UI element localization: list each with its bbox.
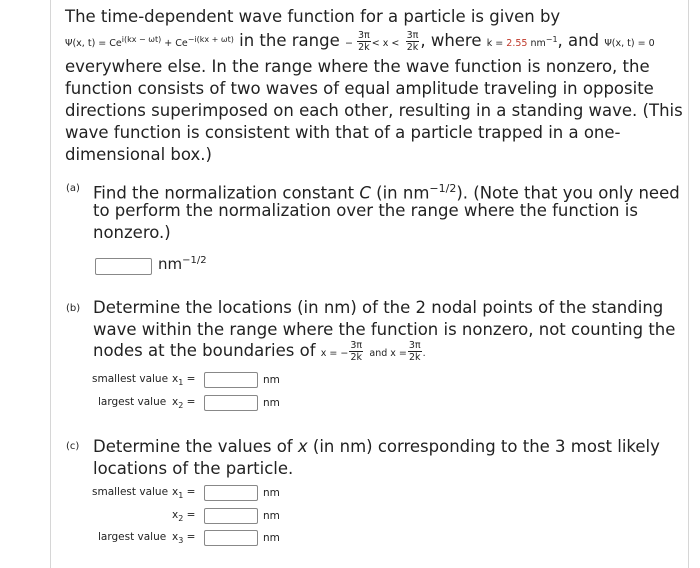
boundary-fraction-left: $\frac{3\pi}{2k}$ — [350, 340, 363, 363]
part-b-line-1: Determine the locations (in nm) of the 2 nodal points of the standing — [93, 298, 664, 317]
part-c-x3-unit: nm — [263, 532, 280, 544]
part-c-x1-input[interactable] — [204, 485, 258, 501]
part-b-x1-var: $x_1$ = — [172, 373, 196, 388]
intro-line-7: dimensional box.) — [65, 145, 212, 164]
part-c-x3-var: $x_3$ = — [172, 531, 196, 546]
intro-equation-line: Ψ(x, $t) = Ce^{i(kx - \omega t)} + Ce^{-i(kx + \omega t)}$ in the range − $\frac{3\pi}{2k}$ < x < $\frac{3\pi}{2k}$ , where k = 2.55 $nm^{-1}$, and Ψ(x, t) = 0 — [65, 30, 655, 54]
part-b-x1-unit: nm — [263, 374, 280, 386]
part-c-x2-var: $x_2$ = — [172, 509, 196, 524]
part-b-x2-unit: nm — [263, 397, 280, 409]
part-b-x2-input[interactable] — [204, 395, 258, 411]
part-c-x1-unit: nm — [263, 487, 280, 499]
intro-line-1: The time-dependent wave function for a particle is given by — [65, 7, 561, 26]
in-range-text: in the range — [239, 31, 340, 51]
part-c-x2-input[interactable] — [204, 508, 258, 524]
zero-expression: Ψ(x, t) = 0 — [604, 38, 655, 50]
part-a-line-1: Find the normalization constant C (in $nm^{-1/2}$). (Note that you only need — [93, 182, 680, 203]
part-b-line-2: wave within the range where the function is nonzero, not counting the — [93, 320, 676, 339]
part-b-smallest-label: smallest value — [92, 373, 169, 385]
range-fraction-left: $\frac{3\pi}{2k}$ — [357, 30, 370, 54]
part-a-line-2: to perform the normalization over the range where the function is — [93, 201, 638, 220]
part-b-x1-input[interactable] — [204, 372, 258, 388]
part-c-line-2: locations of the particle. — [93, 459, 294, 478]
part-b-line-3: nodes at the boundaries of x = − $\frac{3\pi}{2k}$ and x = $\frac{3\pi}{2k}$ . — [93, 340, 426, 363]
psi-expression: Ψ(x, $t) = Ce^{i(kx - \omega t)} + Ce^{-i(kx + \omega t)}$ — [65, 35, 234, 50]
part-a-line-3: nonzero.) — [93, 223, 171, 242]
range-fraction-right: $\frac{3\pi}{2k}$ — [406, 30, 419, 54]
part-a-unit: $nm^{-1/2}$ — [158, 255, 207, 273]
part-c-line-1: Determine the values of x (in nm) corresponding to the 3 most likely — [93, 437, 660, 456]
part-b-largest-label: largest value — [98, 396, 167, 408]
intro-line-4: function consists of two waves of equal amplitude traveling in opposite — [65, 79, 654, 98]
k-value: 2.55 — [506, 38, 528, 50]
part-c-x1-var: $x_1$ = — [172, 486, 196, 501]
intro-line-6: wave function is consistent with that of a particle trapped in a one- — [65, 123, 621, 142]
part-a-label: (a) — [66, 183, 80, 194]
intro-line-5: directions superimposed on each other, resulting in a standing wave. (This — [65, 101, 683, 120]
normalization-constant-input[interactable] — [95, 258, 152, 275]
part-c-label: (c) — [66, 441, 80, 452]
k-value-expression: k = 2.55 $nm^{-1}$ — [486, 35, 558, 50]
part-c-x2-unit: nm — [263, 510, 280, 522]
boundary-fraction-right: $\frac{3\pi}{2k}$ — [408, 340, 421, 363]
part-c-x3-input[interactable] — [204, 530, 258, 546]
part-b-label: (b) — [66, 303, 81, 314]
part-c-smallest-label: smallest value — [92, 486, 169, 498]
part-c-largest-label: largest value — [98, 531, 167, 543]
part-b-x2-var: $x_2$ = — [172, 396, 196, 411]
intro-line-3: everywhere else. In the range where the wave function is nonzero, the — [65, 57, 650, 76]
